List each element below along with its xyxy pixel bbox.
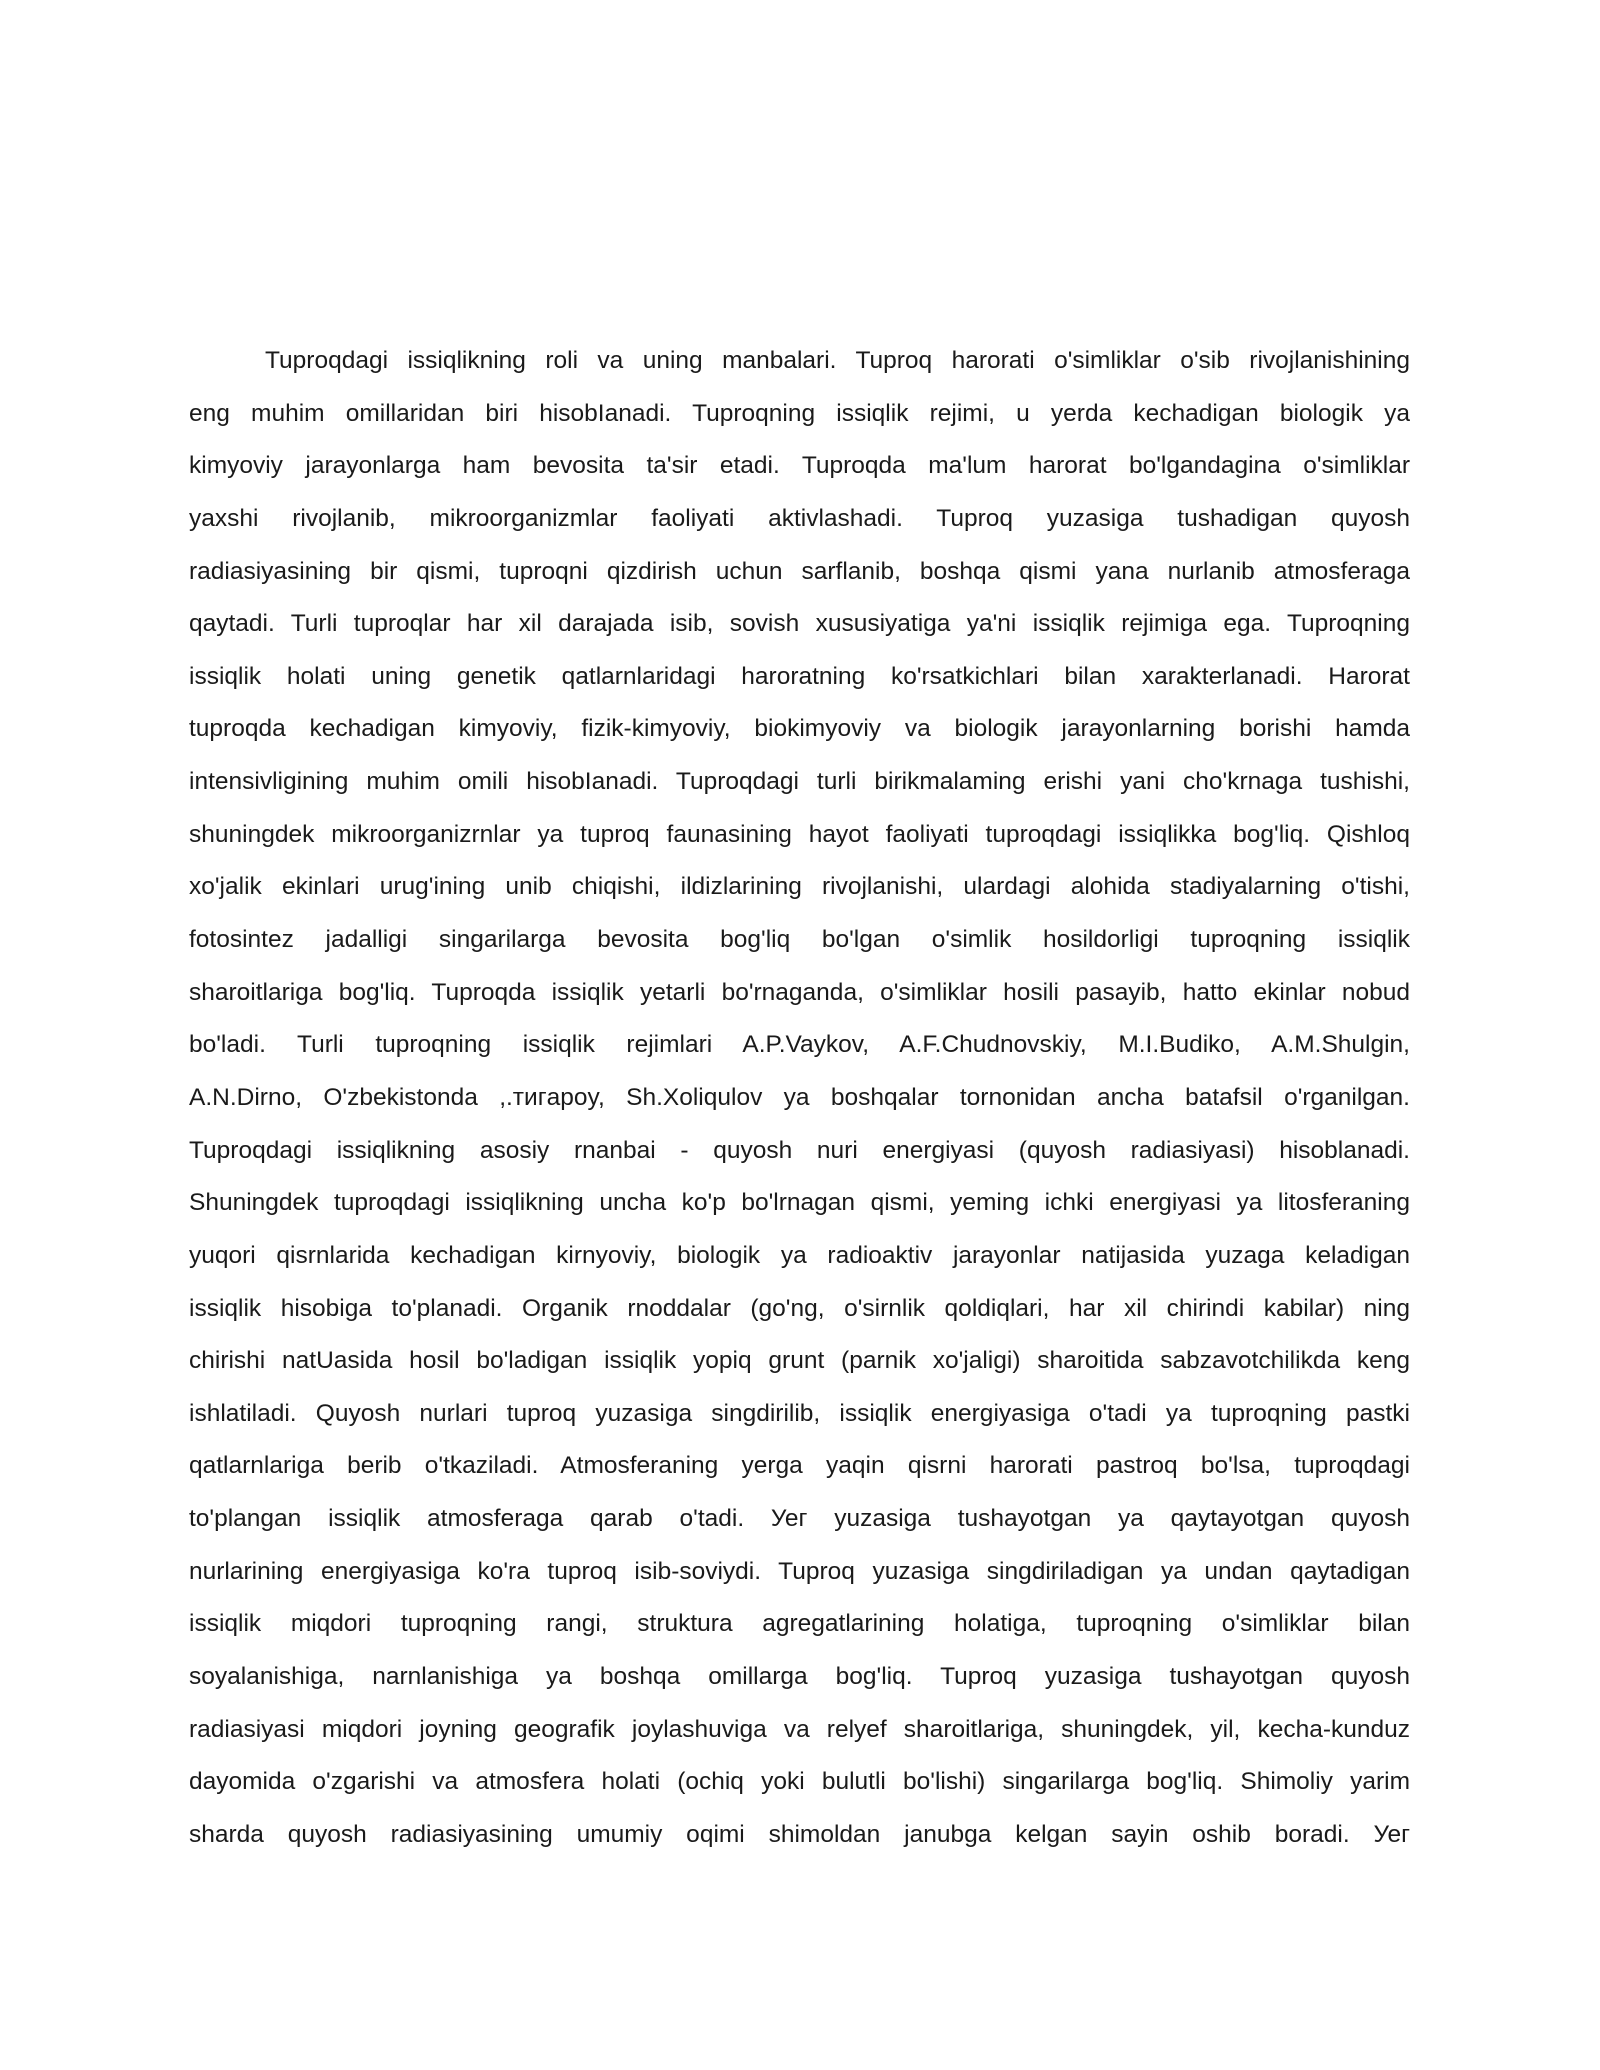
text-line: radiasiyasi miqdori joyning geografik joylashuviga va relyef sharoitlariga, shuningdek, yil, kecha-kunduz <box>189 1715 1410 1743</box>
text-line: ishlatiladi. Quyosh nurlari tuproq yuzasiga singdirilib, issiqlik energiyasiga o'tadi ya tuproqning pastki <box>189 1399 1410 1427</box>
text-line: soyalanishiga, narnlanishiga ya boshqa omillarga bog'liq. Tuproq yuzasiga tushayotgan quyosh <box>189 1663 1410 1691</box>
text-line: Tuproqdagi issiqlikning roli va uning manbalari. Tuproq harorati o'simliklar o'sib rivojlanishining <box>265 347 1410 374</box>
text-line: qaytadi. Turli tuproqlar har xil darajada isib, sovish xususiyatiga ya'ni issiqlik rejimiga ega. Tuproqning <box>189 610 1410 638</box>
text-line: eng muhim omillaridan biri hisobIanadi. Tuproqning issiqlik rejimi, u yerda kechadigan biologik ya <box>189 399 1410 427</box>
text-line: bo'ladi. Turli tuproqning issiqlik rejimlari A.P.Vaykov, A.F.Chudnovskiy, M.I.Budiko, A.M.Shulgin, <box>189 1031 1410 1059</box>
text-line: yaxshi rivojlanib, mikroorganizmlar faoliyati aktivlashadi. Tuproq yuzasiga tushadigan quyosh <box>189 504 1410 532</box>
text-line: xo'jalik ekinlari urug'ining unib chiqishi, ildizlarining rivojlanishi, ulardagi alohida stadiyalarning o'tishi, <box>189 873 1410 901</box>
text-line: dayomida o'zgarishi va atmosfera holati (ochiq yoki bulutli bo'lishi) singarilarga bog'liq. Shimoliy yarim <box>189 1768 1410 1796</box>
body-paragraph <box>189 335 1410 1862</box>
text-line: fotosintez jadalligi singarilarga bevosita bog'liq bo'lgan o'simlik hosildorligi tuproqning issiqlik <box>189 926 1410 954</box>
text-line: tuproqda kechadigan kimyoviy, fizik-kimyoviy, biokimyoviy va biologik jarayonlarning borishi hamda <box>189 715 1410 743</box>
text-line: shuningdek mikroorganizrnlar ya tuproq faunasining hayot faoliyati tuproqdagi issiqlikka bog'liq. Qishloq <box>189 820 1410 848</box>
text-line: to'plangan issiqlik atmosferaga qarab o'tadi. Уег yuzasiga tushayotgan ya qaytayotgan quyosh <box>189 1505 1410 1533</box>
text-line: kimyoviy jarayonlarga ham bevosita ta'sir etadi. Tuproqda ma'lum harorat bo'lgandagina o'simliklar <box>189 452 1410 480</box>
text-line: sharda quyosh radiasiyasining umumiy oqimi shimoldan janubga kelgan sayin oshib boradi. Уег <box>189 1820 1410 1848</box>
text-line: intensivligining muhim omili hisobIanadi. Tuproqdagi turli birikmalaming erishi yani cho'krnaga tushishi, <box>189 768 1410 796</box>
text-line: Tuproqdagi issiqlikning asosiy rnanbai - quyosh nuri energiyasi (quyosh radiasiyasi) hisoblanadi. <box>189 1136 1410 1164</box>
text-line: issiqlik miqdori tuproqning rangi, struktura agregatlarining holatiga, tuproqning o'simliklar bilan <box>189 1610 1410 1638</box>
text-line: qatlarnlariga berib o'tkaziladi. Atmosferaning yerga yaqin qisrni harorati pastroq bo'lsa, tuproqdagi <box>189 1452 1410 1480</box>
text-line: A.N.Dirno, O'zbekistonda ,.тигapoy, Sh.Xoliqulov ya boshqalar tornonidan ancha batafsil o'rganilgan. <box>189 1083 1410 1111</box>
text-line: sharoitlariga bog'liq. Tuproqda issiqlik yetarli bo'rnaganda, o'simliklar hosili pasayib, hatto ekinlar nobud <box>189 978 1410 1006</box>
text-line: issiqlik hisobiga to'planadi. Organik rnoddalar (go'ng, o'sirnlik qoldiqlari, har xil chirindi kabilar) ning <box>189 1294 1410 1322</box>
text-line: nurlarining energiyasiga ko'ra tuproq isib-soviydi. Tuproq yuzasiga singdiriladigan ya undan qaytadigan <box>189 1557 1410 1585</box>
text-line: radiasiyasining bir qismi, tuproqni qizdirish uchun sarflanib, boshqa qismi yana nurlanib atmosferaga <box>189 557 1410 585</box>
text-line: Shuningdek tuproqdagi issiqlikning uncha ko'p bo'lrnagan qismi, yeming ichki energiyasi ya litosferaning <box>189 1189 1410 1217</box>
text-line: yuqori qisrnlarida kechadigan kirnyoviy, biologik ya radioaktiv jarayonlar natijasida yuzaga keladigan <box>189 1241 1410 1269</box>
text-line: chirishi natUasida hosil bo'ladigan issiqlik yopiq grunt (parnik xo'jaligi) sharoitida sabzavotchilikda keng <box>189 1347 1410 1375</box>
text-line: issiqlik holati uning genetik qatlarnlaridagi haroratning ko'rsatkichlari bilan xarakterlanadi. Harorat <box>189 662 1410 690</box>
